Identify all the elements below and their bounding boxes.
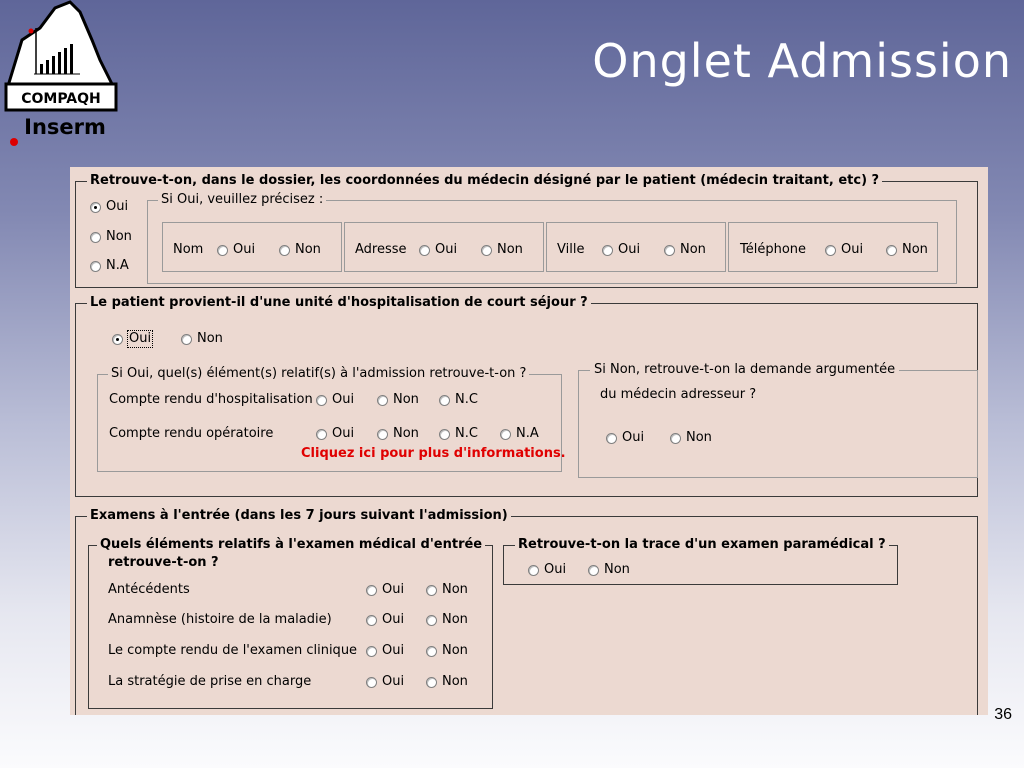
radio-empty-icon xyxy=(606,433,617,444)
radio-empty-icon xyxy=(90,261,101,272)
field-label-adresse: Adresse xyxy=(355,242,407,257)
radio-empty-icon xyxy=(181,334,192,345)
cr-operatoire-na-radio[interactable]: N.A xyxy=(500,426,539,442)
cr-operatoire-oui-radio[interactable]: Oui xyxy=(316,426,354,442)
paramedical-oui-radio[interactable]: Oui xyxy=(528,562,566,578)
field-label-ville: Ville xyxy=(557,242,585,257)
nom-non-radio[interactable]: Non xyxy=(279,242,321,258)
nom-oui-radio[interactable]: Oui xyxy=(217,242,255,258)
ville-non-radio[interactable]: Non xyxy=(664,242,706,258)
referral-request-oui-radio[interactable]: Oui xyxy=(606,430,644,446)
radio-empty-icon xyxy=(426,677,437,688)
strategie-oui-radio[interactable]: Oui xyxy=(366,674,404,690)
cr-hospitalisation-nc-radio[interactable]: N.C xyxy=(439,392,478,408)
short-stay-question: Le patient provient-il d'une unité d'hospitalisation de court séjour ? xyxy=(87,295,591,311)
doctor-coordinates-non-radio[interactable]: Non xyxy=(90,229,132,245)
field-label-nom: Nom xyxy=(173,242,204,257)
field-label-telephone: Téléphone xyxy=(740,242,807,257)
anamnese-oui-radio[interactable]: Oui xyxy=(366,612,404,628)
antecedents-non-radio[interactable]: Non xyxy=(426,582,468,598)
radio-empty-icon xyxy=(426,646,437,657)
medical-exam-legend-line2: retrouve-t-on ? xyxy=(108,555,219,570)
cr-hospitalisation-oui-radio[interactable]: Oui xyxy=(316,392,354,408)
short-stay-oui-radio[interactable]: Oui xyxy=(112,331,152,347)
doctor-coordinates-na-radio[interactable]: N.A xyxy=(90,258,129,274)
ville-oui-radio[interactable]: Oui xyxy=(602,242,640,258)
adresse-non-radio[interactable]: Non xyxy=(481,242,523,258)
row-label-antecedents: Antécédents xyxy=(108,582,190,597)
radio-empty-icon xyxy=(602,245,613,256)
radio-empty-icon xyxy=(279,245,290,256)
radio-empty-icon xyxy=(366,585,377,596)
doctor-coordinates-question: Retrouve-t-on, dans le dossier, les coordonnées du médecin désigné par le patient (médecin traitant, etc) ? xyxy=(87,173,882,189)
radio-selected-icon xyxy=(90,202,101,213)
svg-text:Inserm: Inserm xyxy=(24,115,106,139)
radio-empty-icon xyxy=(886,245,897,256)
telephone-oui-radio[interactable]: Oui xyxy=(825,242,863,258)
doctor-coordinates-oui-radio[interactable]: Oui xyxy=(90,199,128,215)
radio-empty-icon xyxy=(825,245,836,256)
medical-exam-legend-line1: Quels éléments relatifs à l'examen médical d'entrée xyxy=(97,537,485,553)
radio-empty-icon xyxy=(588,565,599,576)
cr-operatoire-non-radio[interactable]: Non xyxy=(377,426,419,442)
admission-form-panel xyxy=(70,167,988,715)
short-stay-non-radio[interactable]: Non xyxy=(181,331,223,347)
radio-empty-icon xyxy=(90,232,101,243)
antecedents-oui-radio[interactable]: Oui xyxy=(366,582,404,598)
doctor-details-legend: Si Oui, veuillez précisez : xyxy=(158,192,326,208)
radio-empty-icon xyxy=(439,429,450,440)
row-label-examen-clinique: Le compte rendu de l'examen clinique xyxy=(108,643,358,658)
radio-empty-icon xyxy=(366,615,377,626)
row-label-cr-hospitalisation: Compte rendu d'hospitalisation xyxy=(109,392,313,407)
row-label-cr-operatoire: Compte rendu opératoire xyxy=(109,426,274,441)
cr-operatoire-nc-radio[interactable]: N.C xyxy=(439,426,478,442)
radio-empty-icon xyxy=(377,395,388,406)
referral-request-non-radio[interactable]: Non xyxy=(670,430,712,446)
referral-request-legend-line1: Si Non, retrouve-t-on la demande argumentée xyxy=(590,362,899,378)
radio-empty-icon xyxy=(217,245,228,256)
adresse-oui-radio[interactable]: Oui xyxy=(419,242,457,258)
radio-empty-icon xyxy=(500,429,511,440)
compaqh-inserm-logo xyxy=(0,0,130,150)
row-label-strategie: La stratégie de prise en charge xyxy=(108,674,312,689)
radio-empty-icon xyxy=(426,615,437,626)
radio-empty-icon xyxy=(377,429,388,440)
page-number: 36 xyxy=(994,706,1012,723)
row-label-anamnese: Anamnèse (histoire de la maladie) xyxy=(108,612,332,627)
radio-empty-icon xyxy=(419,245,430,256)
radio-empty-icon xyxy=(366,646,377,657)
admission-elements-legend: Si Oui, quel(s) élément(s) relatif(s) à l'admission retrouve-t-on ? xyxy=(108,366,529,382)
radio-empty-icon xyxy=(366,677,377,688)
examen-clinique-non-radio[interactable]: Non xyxy=(426,643,468,659)
radio-empty-icon xyxy=(481,245,492,256)
anamnese-non-radio[interactable]: Non xyxy=(426,612,468,628)
radio-selected-icon xyxy=(112,334,123,345)
radio-empty-icon xyxy=(528,565,539,576)
referral-request-legend-line2: du médecin adresseur ? xyxy=(600,387,757,402)
radio-empty-icon xyxy=(316,429,327,440)
entry-exams-legend: Examens à l'entrée (dans les 7 jours suivant l'admission) xyxy=(87,508,511,524)
radio-empty-icon xyxy=(439,395,450,406)
radio-empty-icon xyxy=(664,245,675,256)
cr-hospitalisation-non-radio[interactable]: Non xyxy=(377,392,419,408)
strategie-non-radio[interactable]: Non xyxy=(426,674,468,690)
radio-empty-icon xyxy=(316,395,327,406)
more-info-link[interactable]: Cliquez ici pour plus d'informations. xyxy=(301,446,566,461)
examen-clinique-oui-radio[interactable]: Oui xyxy=(366,643,404,659)
paramedical-exam-legend: Retrouve-t-on la trace d'un examen paramédical ? xyxy=(515,537,889,553)
slide-title: Onglet Admission xyxy=(592,34,1012,88)
telephone-non-radio[interactable]: Non xyxy=(886,242,928,258)
radio-empty-icon xyxy=(670,433,681,444)
paramedical-non-radio[interactable]: Non xyxy=(588,562,630,578)
svg-text:COMPAQH: COMPAQH xyxy=(21,91,101,107)
radio-empty-icon xyxy=(426,585,437,596)
